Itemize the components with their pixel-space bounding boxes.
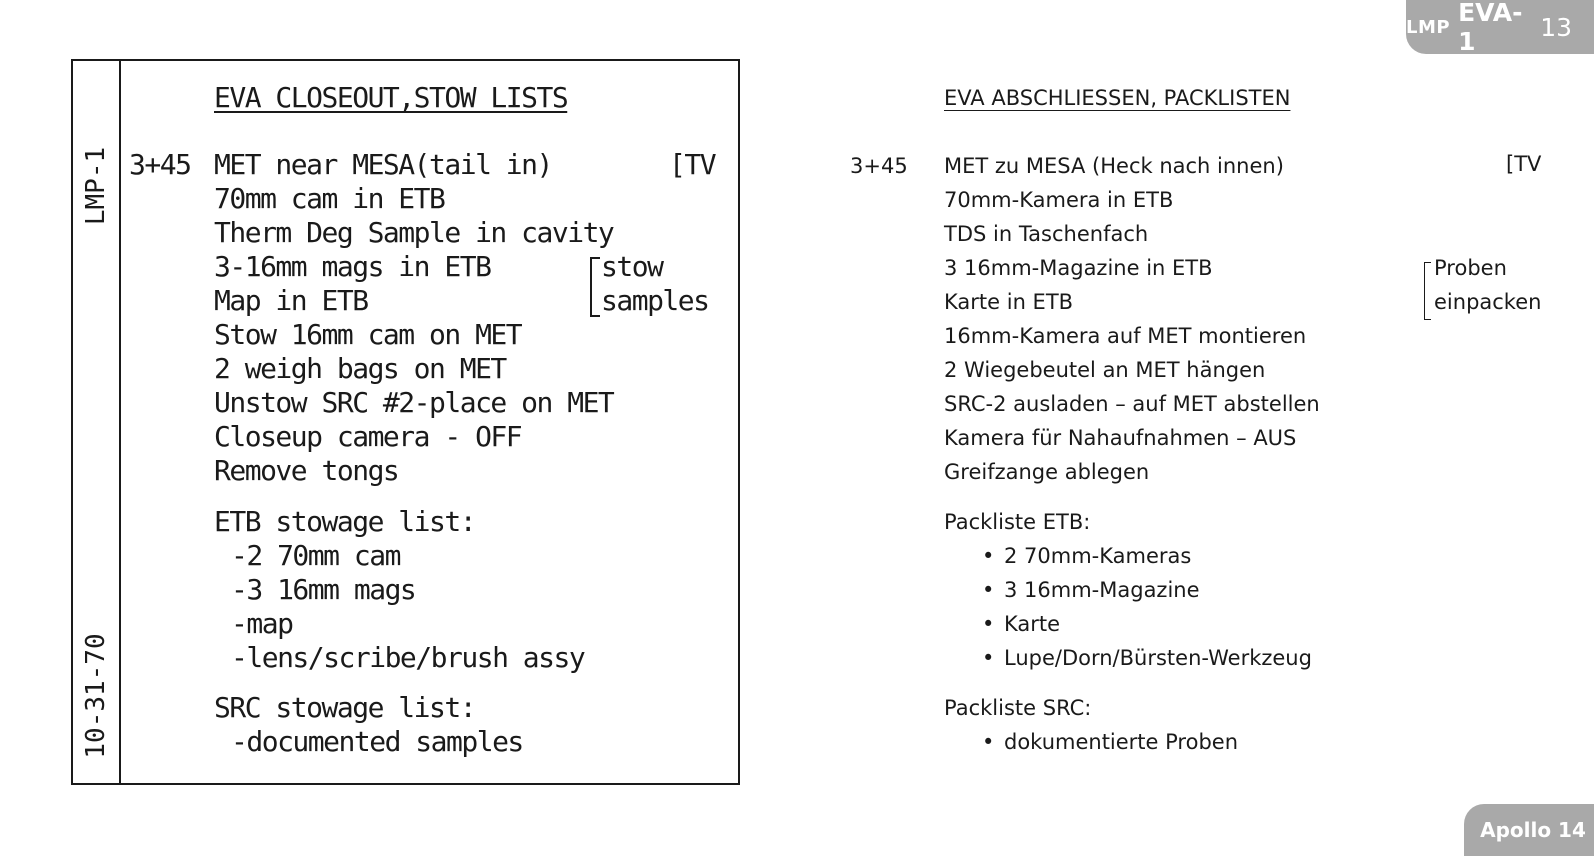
translation-step: 2 Wiegebeutel an MET hängen — [944, 358, 1266, 382]
stow-bracket — [590, 257, 600, 317]
translation-step: MET zu MESA (Heck nach innen) — [944, 154, 1284, 178]
checklist-step: MET near MESA(tail in) — [214, 148, 552, 181]
translation-etb-item: • 3 16mm-Magazine — [982, 578, 1200, 602]
translation-step: Karte in ETB — [944, 290, 1074, 314]
etb-list-heading: ETB stowage list: — [214, 505, 476, 538]
mission-footer-tab — [1464, 804, 1594, 856]
checklist-title: EVA CLOSEOUT,STOW LISTS — [214, 81, 568, 114]
translation-etb-item: • Karte — [982, 612, 1060, 636]
checklist-step: 2 weigh bags on MET — [214, 352, 506, 385]
etb-list-item: -2 70mm cam — [231, 539, 400, 572]
translation-src-heading: Packliste SRC: — [944, 696, 1092, 720]
etb-list-item: -3 16mm mags — [231, 573, 416, 606]
translation-step: 3 16mm-Magazine in ETB — [944, 256, 1213, 280]
translation-src-item: • dokumentierte Proben — [982, 730, 1238, 754]
etb-list-item: -lens/scribe/brush assy — [231, 641, 585, 674]
translation-bracket-note: Proben — [1434, 256, 1507, 280]
checklist-step: Map in ETB — [214, 284, 368, 317]
translation-bracket-note: einpacken — [1434, 290, 1542, 314]
crew-role: LMP — [1406, 16, 1451, 38]
page-number: 13 — [1540, 12, 1572, 42]
bracket-note: stow — [601, 250, 663, 283]
translation-time: 3+45 — [850, 154, 908, 178]
translation-etb-item: • Lupe/Dorn/Bürsten-Werkzeug — [982, 646, 1312, 670]
eva-label: EVA-1 — [1458, 0, 1523, 56]
tv-marker: [TV — [669, 148, 716, 181]
checklist-step: Unstow SRC #2-place on MET — [214, 386, 614, 419]
bracket-note: samples — [601, 284, 709, 317]
translation-etb-heading: Packliste ETB: — [944, 510, 1091, 534]
translation-step: 16mm-Kamera auf MET montieren — [944, 324, 1307, 348]
side-gutter — [73, 61, 121, 783]
side-label-date: 10-31-70 — [81, 633, 111, 759]
checklist-step: Closeup camera - OFF — [214, 420, 522, 453]
translation-title: EVA ABSCHLIESSEN, PACKLISTEN — [944, 86, 1291, 110]
translation-bracket — [1424, 262, 1431, 320]
etb-list-item: -map — [231, 607, 293, 640]
checklist-time: 3+45 — [129, 148, 191, 181]
side-label-crew: LMP-1 — [81, 146, 111, 226]
checklist-step: 70mm cam in ETB — [214, 182, 445, 215]
translation-step: Kamera für Nahaufnahmen – AUS — [944, 426, 1297, 450]
checklist-card — [71, 59, 740, 785]
checklist-step: Remove tongs — [214, 454, 399, 487]
checklist-step: Stow 16mm cam on MET — [214, 318, 522, 351]
translation-step: TDS in Taschenfach — [944, 222, 1149, 246]
src-list-item: -documented samples — [231, 725, 523, 758]
translation-step: SRC-2 ausladen – auf MET abstellen — [944, 392, 1320, 416]
checklist-step: 3-16mm mags in ETB — [214, 250, 491, 283]
checklist-step: Therm Deg Sample in cavity — [214, 216, 614, 249]
translation-step: 70mm-Kamera in ETB — [944, 188, 1174, 212]
translation-step: Greifzange ablegen — [944, 460, 1150, 484]
translation-etb-item: • 2 70mm-Kameras — [982, 544, 1191, 568]
src-list-heading: SRC stowage list: — [214, 691, 476, 724]
mission-name: Apollo 14 — [1480, 818, 1586, 842]
page-header-tab — [1406, 0, 1594, 54]
translation-tv-marker: [TV — [1506, 152, 1542, 176]
